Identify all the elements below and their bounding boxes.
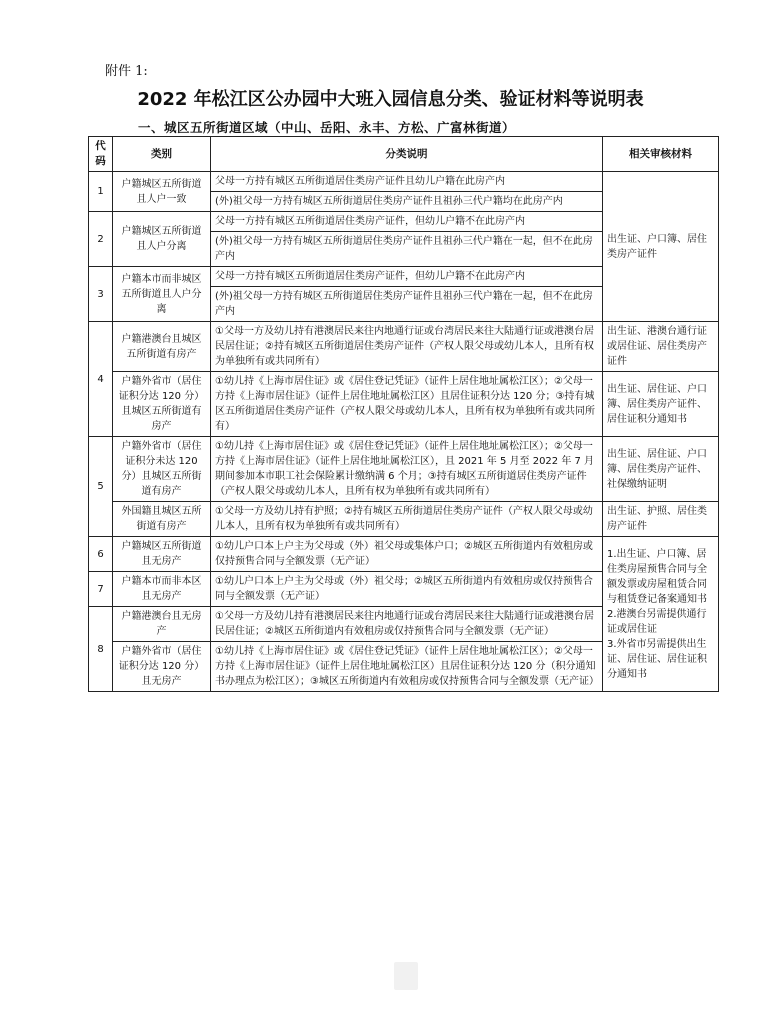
row-description: ①幼儿户口本上户主为父母或（外）祖父母；②城区五所街道内有效租房或仅持预售合同与全额发票（无产证）	[211, 572, 603, 607]
header-category: 类别	[113, 137, 211, 172]
row-category: 户籍外省市（居住证积分达 120 分）且无房产	[113, 642, 211, 692]
row-num: 6	[89, 537, 113, 572]
table-row	[89, 437, 719, 502]
row-description: 父母一方持有城区五所街道居住类房产证件，但幼儿户籍不在此房产内	[211, 267, 603, 287]
info-table	[88, 136, 719, 692]
row-description: (外)祖父母一方持有城区五所街道居住类房产证件且祖孙三代户籍在一起，但不在此房产内	[211, 287, 603, 322]
row-category: 外国籍且城区五所街道有房产	[113, 502, 211, 537]
table-row	[89, 502, 719, 537]
row-materials: 1.出生证、户口簿、居住类房屋预售合同与全额发票或房屋租赁合同与租赁登记备案通知书 2.港澳台另需提供通行证或居住证 3.外省市另需提供出生证、居住证、居住证积分通知书	[603, 537, 719, 692]
header-description: 分类说明	[211, 137, 603, 172]
row-category: 户籍外省市（居住证积分达 120 分）且城区五所街道有房产	[113, 372, 211, 437]
row-category: 户籍港澳台且城区五所街道有房产	[113, 322, 211, 372]
row-description: ①幼儿户口本上户主为父母或（外）祖父母或集体户口；②城区五所街道内有效租房或仅持预售合同与全额发票（无产证）	[211, 537, 603, 572]
page-title: 2022 年松江区公办园中大班入园信息分类、验证材料等说明表	[137, 89, 644, 110]
header-num: 代码	[89, 137, 113, 172]
header-row	[89, 137, 719, 172]
row-num: 5	[89, 437, 113, 537]
row-num: 8	[89, 607, 113, 692]
row-num: 3	[89, 267, 113, 322]
row-category: 户籍外省市（居住证积分未达 120 分）且城区五所街道有房产	[113, 437, 211, 502]
row-num: 2	[89, 212, 113, 267]
table-row	[89, 322, 719, 372]
table-row	[89, 172, 719, 192]
row-category: 户籍本市而非本区且无房产	[113, 572, 211, 607]
row-num: 1	[89, 172, 113, 212]
row-description: 父母一方持有城区五所街道居住类房产证件且幼儿户籍在此房产内	[211, 172, 603, 192]
row-description: ①父母一方及幼儿持有港澳居民来往内地通行证或台湾居民来往大陆通行证或港澳台居民居住证；②城区五所街道内有效租房或仅持预售合同与全额发票（无产证）	[211, 607, 603, 642]
row-category: 户籍本市而非城区五所街道且人户分离	[113, 267, 211, 322]
row-materials: 出生证、户口簿、居住类房产证件	[603, 172, 719, 322]
row-description: (外)祖父母一方持有城区五所街道居住类房产证件且祖孙三代户籍均在此房产内	[211, 192, 603, 212]
row-category: 户籍城区五所街道且人户分离	[113, 212, 211, 267]
row-materials: 出生证、护照、居住类房产证件	[603, 502, 719, 537]
row-category: 户籍城区五所街道且无房产	[113, 537, 211, 572]
row-materials: 出生证、居住证、户口簿、居住类房产证件、社保缴纳证明	[603, 437, 719, 502]
row-description: ①幼儿持《上海市居住证》或《居住登记凭证》（证件上居住地址属松江区）；②父母一方持《上海市居住证》（证件上居住地址属松江区）且居住证积分达 120 分；③持有城区五所街道居住类房产证件（产权人限父母或幼儿本人，且所有权为单独所有或共同所有）	[211, 372, 603, 437]
row-materials: 出生证、居住证、户口簿、居住类房产证件、居住证积分通知书	[603, 372, 719, 437]
row-category: 户籍城区五所街道且人户一致	[113, 172, 211, 212]
row-materials: 出生证、港澳台通行证或居住证、居住类房产证件	[603, 322, 719, 372]
row-num: 7	[89, 572, 113, 607]
row-description: 父母一方持有城区五所街道居住类房产证件，但幼儿户籍不在此房产内	[211, 212, 603, 232]
row-description: (外)祖父母一方持有城区五所街道居住类房产证件且祖孙三代户籍在一起，但不在此房产内	[211, 232, 603, 267]
row-description: ①幼儿持《上海市居住证》或《居住登记凭证》（证件上居住地址属松江区）；②父母一方持《上海市居住证》（证件上居住地址属松江区），且 2021 年 5 月至 2022 年 7 月期间参加本市职工社会保险累计缴纳满 6 个月；③持有城区五所街道居住类房产证件（产权人限父母或幼儿本人，且所有权为单独所有或共同所有）	[211, 437, 603, 502]
page-watermark-mark	[394, 962, 418, 990]
table-row	[89, 372, 719, 437]
table-row	[89, 537, 719, 572]
section-subtitle: 一、城区五所街道区域（中山、岳阳、永丰、方松、广富林街道）	[138, 120, 516, 135]
row-description: ①父母一方及幼儿持有港澳居民来往内地通行证或台湾居民来往大陆通行证或港澳台居民居住证；②持有城区五所街道居住类房产证件（产权人限父母或幼儿本人，且所有权为单独所有或共同所有）	[211, 322, 603, 372]
row-num: 4	[89, 322, 113, 437]
row-description: ①幼儿持《上海市居住证》或《居住登记凭证》（证件上居住地址属松江区）；②父母一方持《上海市居住证》（证件上居住地址属松江区）且居住证积分达 120 分（积分通知书办理点为松江区）；③城区五所街道内有效租房或仅持预售合同与全额发票（无产证）	[211, 642, 603, 692]
header-materials: 相关审核材料	[603, 137, 719, 172]
row-description: ①父母一方及幼儿持有护照；②持有城区五所街道居住类房产证件（产权人限父母或幼儿本人，且所有权为单独所有或共同所有）	[211, 502, 603, 537]
annex-label: 附件 1:	[105, 64, 148, 79]
row-category: 户籍港澳台且无房产	[113, 607, 211, 642]
